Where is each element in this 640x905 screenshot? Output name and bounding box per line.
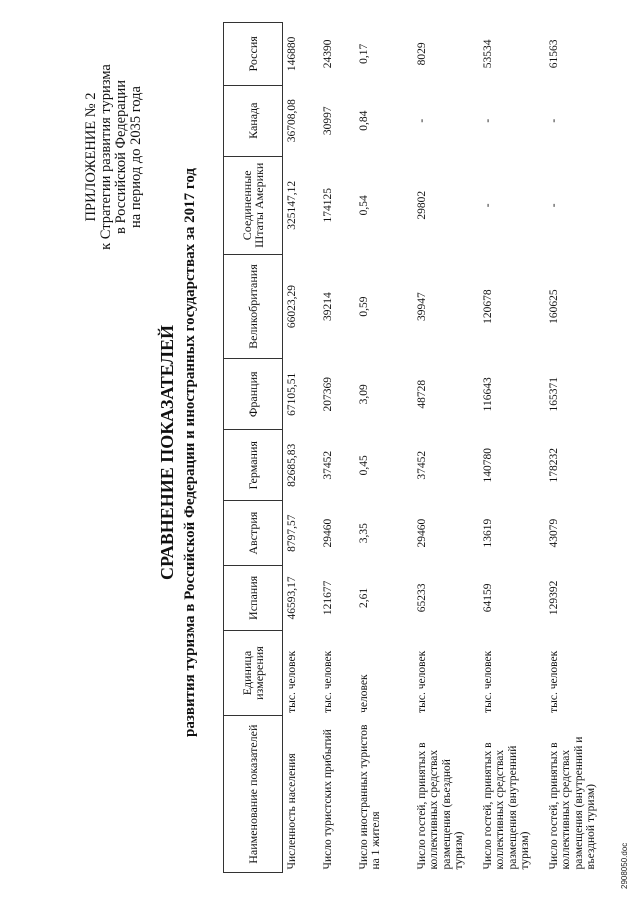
value-cell: 43079 [547, 518, 560, 548]
value-cell: 129392 [547, 580, 560, 616]
value-cell: - [481, 118, 494, 123]
value-cell: 67105,51 [286, 372, 298, 416]
indicator-name: Численность населения [286, 753, 298, 870]
value-cell: 36708,08 [286, 99, 298, 143]
value-cell: 207369 [321, 377, 334, 412]
value-cell: 146880 [286, 36, 298, 72]
unit-cell: тыс. человек [286, 650, 298, 713]
table-row [355, 23, 413, 873]
table-row [319, 23, 355, 873]
document-title: СРАВНЕНИЕ ПОКАЗАТЕЛЕЙ [157, 325, 177, 580]
value-cell: - [481, 203, 494, 208]
unit-cell: тыс. человек [547, 650, 560, 713]
value-cell: 174125 [321, 188, 334, 223]
value-cell: 39947 [415, 292, 428, 321]
column-header: Великобритания [224, 254, 283, 358]
appendix-line: к Стратегии развития туризма [98, 64, 114, 250]
value-cell: 121677 [321, 580, 334, 616]
indicator-name: Число гостей, принятых в коллективных средствах размещения (внутренний туризм) [481, 742, 531, 870]
table-row [413, 23, 479, 873]
value-cell: 39214 [321, 292, 334, 321]
appendix-number: ПРИЛОЖЕНИЕ № 2 [83, 92, 99, 222]
value-cell: 140780 [481, 448, 494, 483]
indicator-name: Число гостей, принятых в коллективных средствах размещения (внутренний и въездной туризм) [547, 736, 597, 870]
column-header: Наименование показателей [224, 716, 283, 873]
column-header: Россия [224, 23, 283, 86]
value-cell: 116643 [481, 377, 494, 412]
value-cell: 37452 [415, 450, 428, 480]
value-cell: - [547, 118, 560, 123]
indicator-name: Число гостей, принятых в коллективных средствах размещения (въездной туризм) [415, 742, 465, 870]
column-header: Испания [224, 566, 283, 631]
appendix-line: в Российской Федерации [113, 79, 129, 235]
column-header: Австрия [224, 501, 283, 566]
comparison-table [223, 22, 611, 873]
indicator-name: Число иностранных туристов на 1 жителя [357, 724, 382, 870]
document-filename: 2908050.doc [620, 842, 629, 889]
value-cell: 165371 [547, 377, 560, 412]
value-cell: 0,59 [357, 296, 370, 317]
value-cell: 48728 [415, 379, 428, 409]
value-cell: 8797,57 [286, 514, 298, 552]
value-cell: 46593,17 [286, 576, 298, 620]
value-cell: 24390 [321, 39, 334, 69]
appendix-block [84, 52, 144, 262]
value-cell: - [547, 203, 560, 208]
value-cell: 0,45 [357, 455, 370, 476]
column-header: Единица измерения [224, 630, 283, 716]
value-cell: 325147,12 [286, 180, 298, 230]
value-cell: 53534 [481, 39, 494, 69]
unit-cell: человек [357, 674, 370, 713]
value-cell: 82685,83 [286, 443, 298, 487]
value-cell: 0,17 [357, 43, 370, 64]
value-cell: 8029 [415, 42, 428, 66]
unit-cell: тыс. человек [481, 650, 494, 713]
value-cell: 64159 [481, 583, 494, 613]
value-cell: 3,35 [357, 523, 370, 544]
value-cell: - [415, 118, 428, 123]
value-cell: 120678 [481, 289, 494, 324]
value-cell: 37452 [321, 450, 334, 480]
appendix-line: на период до 2035 года [128, 86, 144, 228]
unit-cell: тыс. человек [415, 650, 428, 713]
table-row [283, 23, 319, 873]
value-cell: 65233 [415, 583, 428, 613]
document-heading [156, 0, 201, 905]
value-cell: 30997 [321, 106, 334, 136]
value-cell: 13619 [481, 518, 494, 548]
value-cell: 178232 [547, 448, 560, 483]
value-cell: 61563 [547, 39, 560, 69]
value-cell: 0,84 [357, 110, 370, 131]
table-row [545, 23, 611, 873]
value-cell: 29460 [415, 518, 428, 548]
column-header: Канада [224, 85, 283, 156]
value-cell: 2,61 [357, 587, 370, 608]
indicator-name: Число туристских прибытий [321, 729, 334, 870]
column-header: Соединенные Штаты Америки [224, 156, 283, 254]
table-header-row [224, 23, 283, 873]
column-header: Франция [224, 359, 283, 430]
table-row [479, 23, 545, 873]
value-cell: 29460 [321, 518, 334, 548]
value-cell: 66023,29 [286, 285, 298, 329]
value-cell: 29802 [415, 190, 428, 220]
unit-cell: тыс. человек [321, 650, 334, 713]
value-cell: 160625 [547, 289, 560, 324]
column-header: Германия [224, 430, 283, 501]
value-cell: 3,09 [357, 384, 370, 405]
value-cell: 0,54 [357, 195, 370, 216]
document-subtitle: развития туризма в Российской Федерации и иностранных государствах за 2017 год [182, 167, 198, 738]
